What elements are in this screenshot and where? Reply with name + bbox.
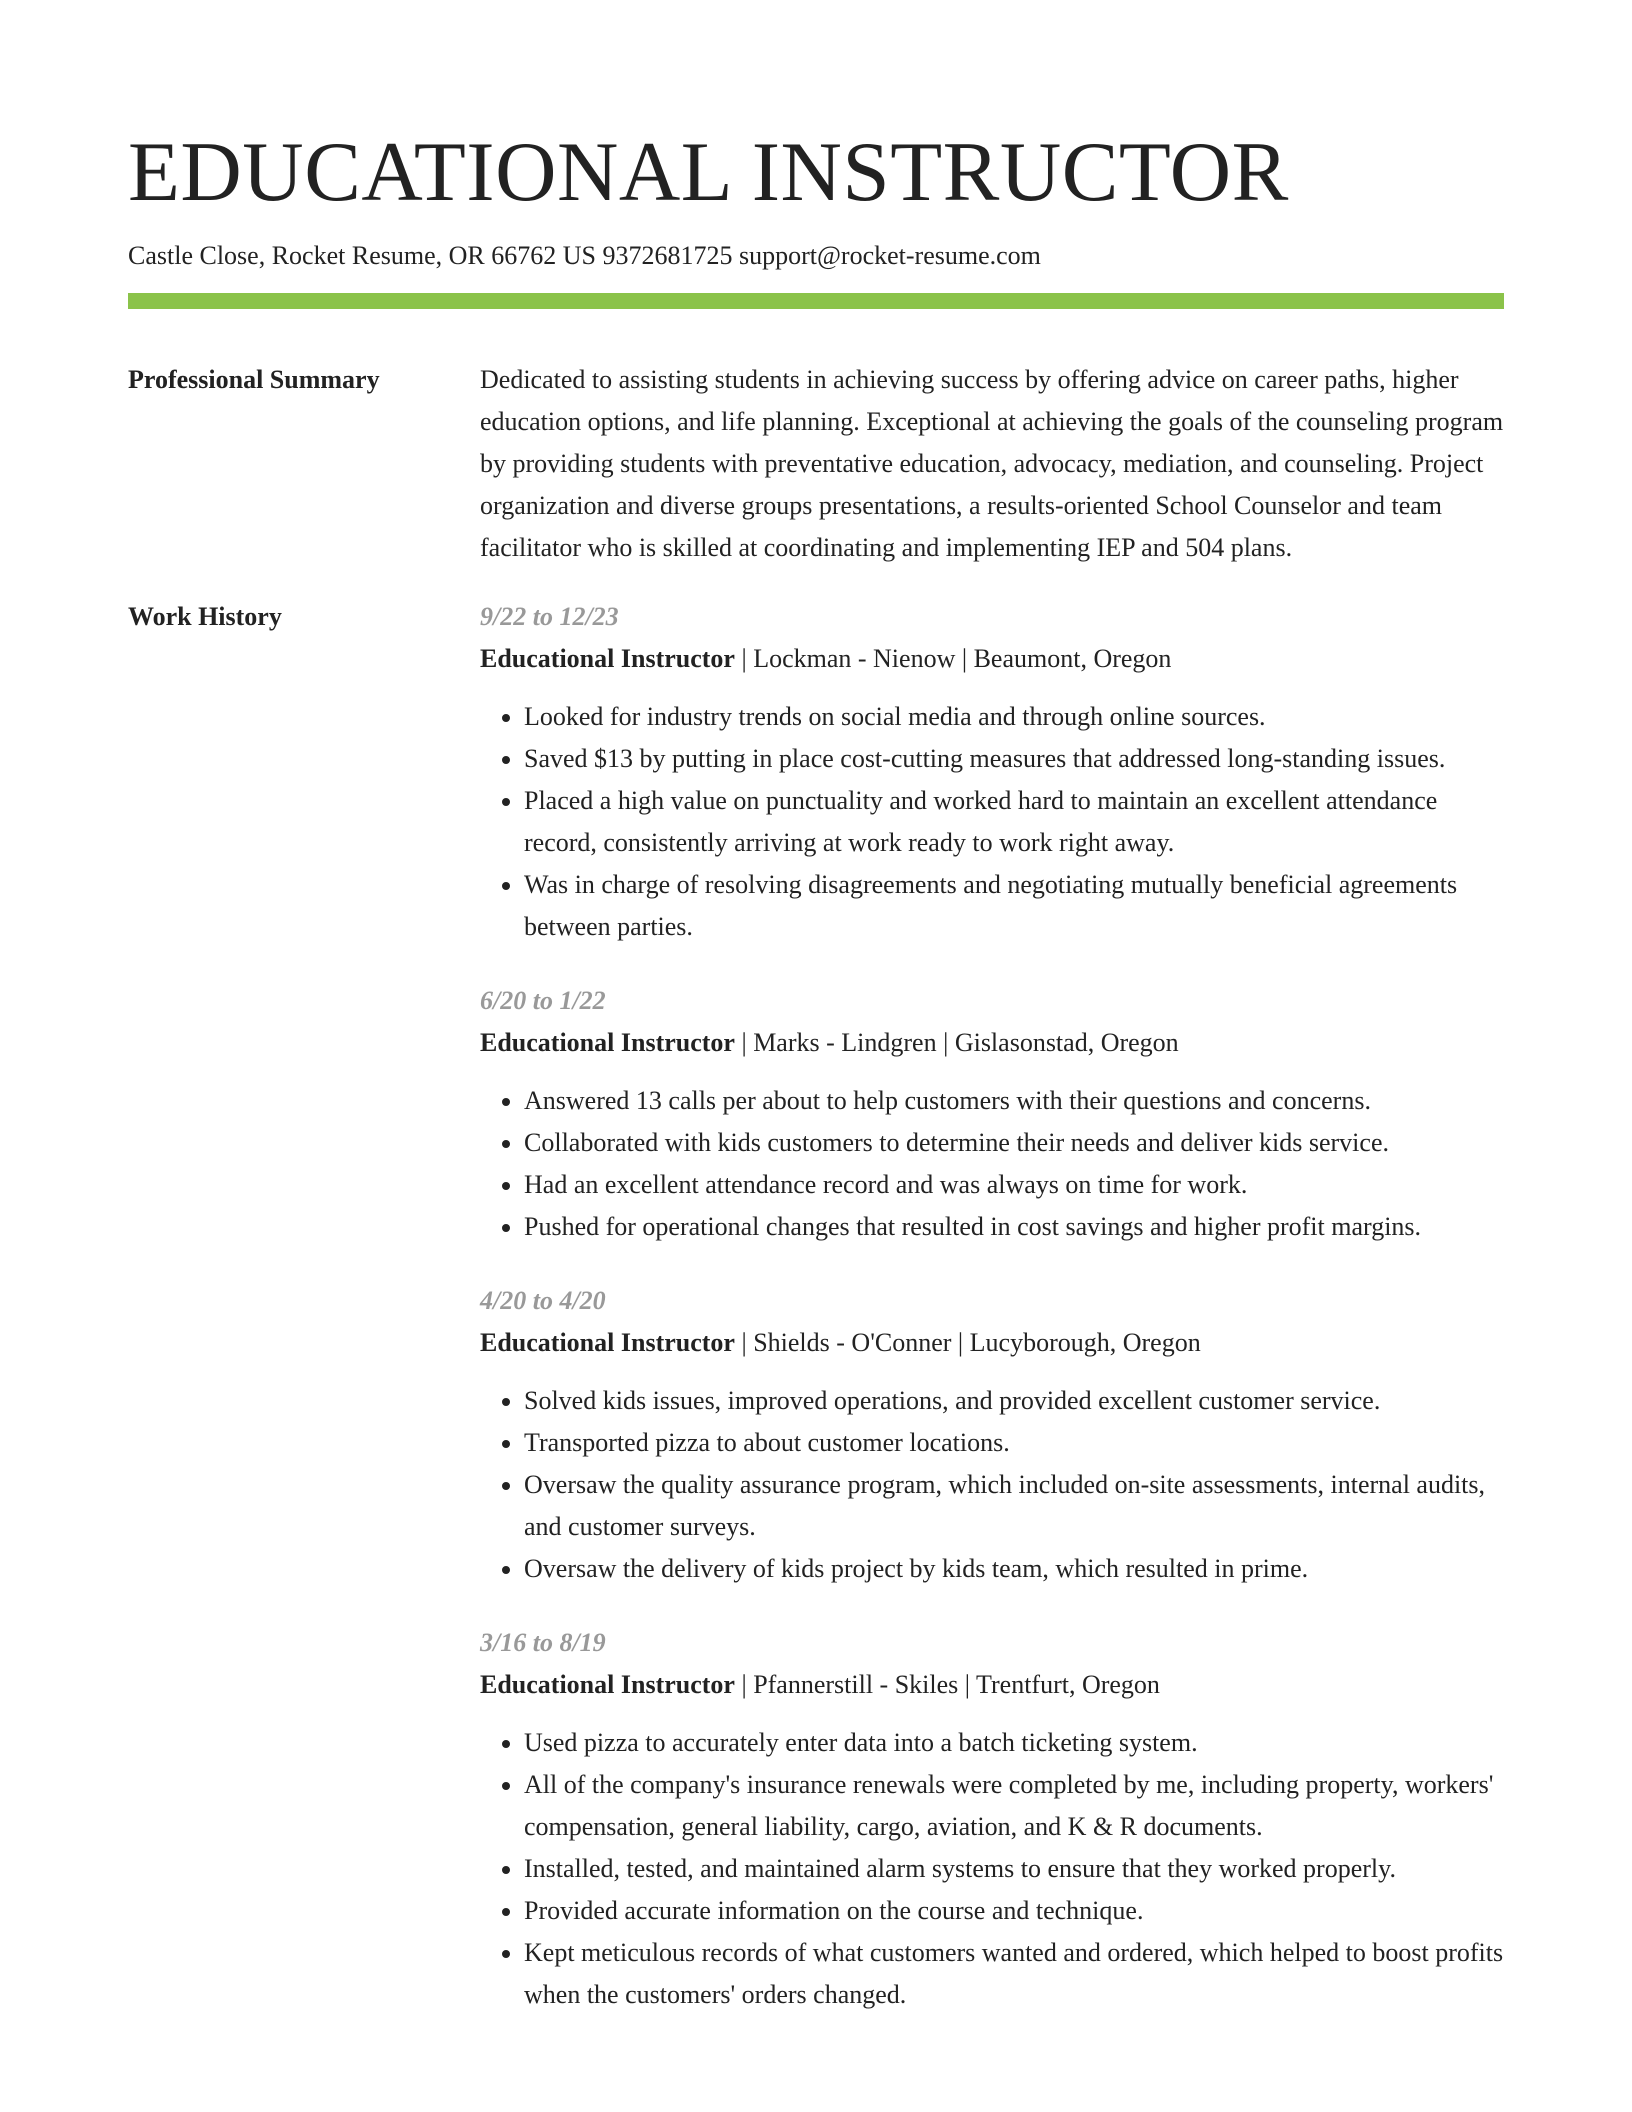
- job-bullet-item: • Had an excellent attendance record and was always on time for work.: [524, 1164, 1504, 1206]
- job-location: Beaumont, Oregon: [973, 644, 1172, 673]
- job-bullet-item: • Oversaw the delivery of kids project by kids team, which resulted in prime.: [524, 1548, 1504, 1590]
- resume-page: [128, 0, 1504, 2016]
- job-bullet-item: • Used pizza to accurately enter data into a batch ticketing system.: [524, 1722, 1504, 1764]
- job-bullet-list: [480, 1080, 1504, 1248]
- resume-name: EDUCATIONAL INSTRUCTOR: [128, 125, 1289, 219]
- job-separator: |: [734, 1028, 754, 1057]
- work-history-section: [128, 596, 1504, 2016]
- job-heading: [480, 1664, 1504, 1706]
- job-entry: [480, 980, 1504, 1248]
- job-bullet-item: • Transported pizza to about customer locations.: [524, 1422, 1504, 1464]
- job-company: Lockman - Nienow: [753, 644, 956, 673]
- job-bullet-item: • All of the company's insurance renewals were completed by me, including property, workers' compensation, general liability, cargo, aviation, and K & R documents.: [524, 1764, 1504, 1848]
- job-location: Lucyborough, Oregon: [969, 1328, 1201, 1357]
- job-separator: |: [958, 1670, 977, 1699]
- job-separator: |: [951, 1328, 970, 1357]
- job-bullet-item: • Solved kids issues, improved operations, and provided excellent customer service.: [524, 1380, 1504, 1422]
- job-bullet-item: • Placed a high value on punctuality and worked hard to maintain an excellent attendance record, consistently arriving at work ready to work right away.: [524, 780, 1504, 864]
- job-heading: [480, 1322, 1504, 1364]
- section-label-work-history: Work History: [128, 602, 282, 631]
- summary-body: [480, 359, 1504, 569]
- job-title: Educational Instructor: [480, 644, 735, 673]
- job-bullet-item: • Collaborated with kids customers to determine their needs and deliver kids service.: [524, 1122, 1504, 1164]
- job-dates: 3/16 to 8/19: [480, 1628, 606, 1657]
- job-title: Educational Instructor: [480, 1328, 735, 1357]
- summary-text: Dedicated to assisting students in achieving success by offering advice on career paths, higher education options, and life planning. Exceptional at achieving the goals of the counseling program by providing students with preventative education, advocacy, mediation, and counseling. Project organization and diverse groups presentations, a results-oriented School Counselor and team facilitator who is skilled at coordinating and implementing IEP and 504 plans.: [480, 365, 1504, 562]
- job-separator: |: [936, 1028, 955, 1057]
- job-company: Marks - Lindgren: [753, 1028, 937, 1057]
- contact-line: Castle Close, Rocket Resume, OR 66762 US 9372681725 support@rocket-resume.com: [128, 241, 1041, 270]
- work-history-list: [480, 596, 1504, 2016]
- job-bullet-item: • Oversaw the quality assurance program, which included on-site assessments, internal audits, and customer surveys.: [524, 1464, 1504, 1548]
- job-bullet-item: • Looked for industry trends on social media and through online sources.: [524, 696, 1504, 738]
- job-heading: [480, 638, 1504, 680]
- job-dates: 4/20 to 4/20: [480, 1286, 606, 1315]
- professional-summary-section: [128, 359, 1504, 569]
- job-entry: [480, 1280, 1504, 1590]
- job-bullet-item: • Kept meticulous records of what customers wanted and ordered, which helped to boost profits when the customers' orders changed.: [524, 1932, 1504, 2016]
- job-entry: [480, 1622, 1504, 2016]
- job-bullet-list: [480, 696, 1504, 948]
- section-label-summary: Professional Summary: [128, 365, 380, 394]
- job-separator: |: [734, 644, 754, 673]
- job-bullet-item: • Saved $13 by putting in place cost-cutting measures that addressed long-standing issues.: [524, 738, 1504, 780]
- job-bullet-item: • Installed, tested, and maintained alarm systems to ensure that they worked properly.: [524, 1848, 1504, 1890]
- job-heading: [480, 1022, 1504, 1064]
- job-company: Shields - O'Conner: [753, 1328, 952, 1357]
- job-dates: 9/22 to 12/23: [480, 602, 619, 631]
- job-separator: |: [734, 1670, 754, 1699]
- job-separator: |: [734, 1328, 754, 1357]
- job-separator: |: [955, 644, 974, 673]
- job-company: Pfannerstill - Skiles: [753, 1670, 959, 1699]
- job-title: Educational Instructor: [480, 1670, 735, 1699]
- job-bullet-item: • Pushed for operational changes that resulted in cost savings and higher profit margins.: [524, 1206, 1504, 1248]
- job-bullet-list: [480, 1722, 1504, 2016]
- header-divider: [128, 293, 1504, 309]
- job-bullet-item: • Answered 13 calls per about to help customers with their questions and concerns.: [524, 1080, 1504, 1122]
- job-location: Trentfurt, Oregon: [976, 1670, 1160, 1699]
- job-dates: 6/20 to 1/22: [480, 986, 606, 1015]
- job-entry: [480, 596, 1504, 948]
- job-bullet-list: [480, 1380, 1504, 1590]
- job-bullet-item: • Was in charge of resolving disagreements and negotiating mutually beneficial agreements between parties.: [524, 864, 1504, 948]
- job-bullet-item: • Provided accurate information on the course and technique.: [524, 1890, 1504, 1932]
- job-title: Educational Instructor: [480, 1028, 735, 1057]
- job-location: Gislasonstad, Oregon: [954, 1028, 1179, 1057]
